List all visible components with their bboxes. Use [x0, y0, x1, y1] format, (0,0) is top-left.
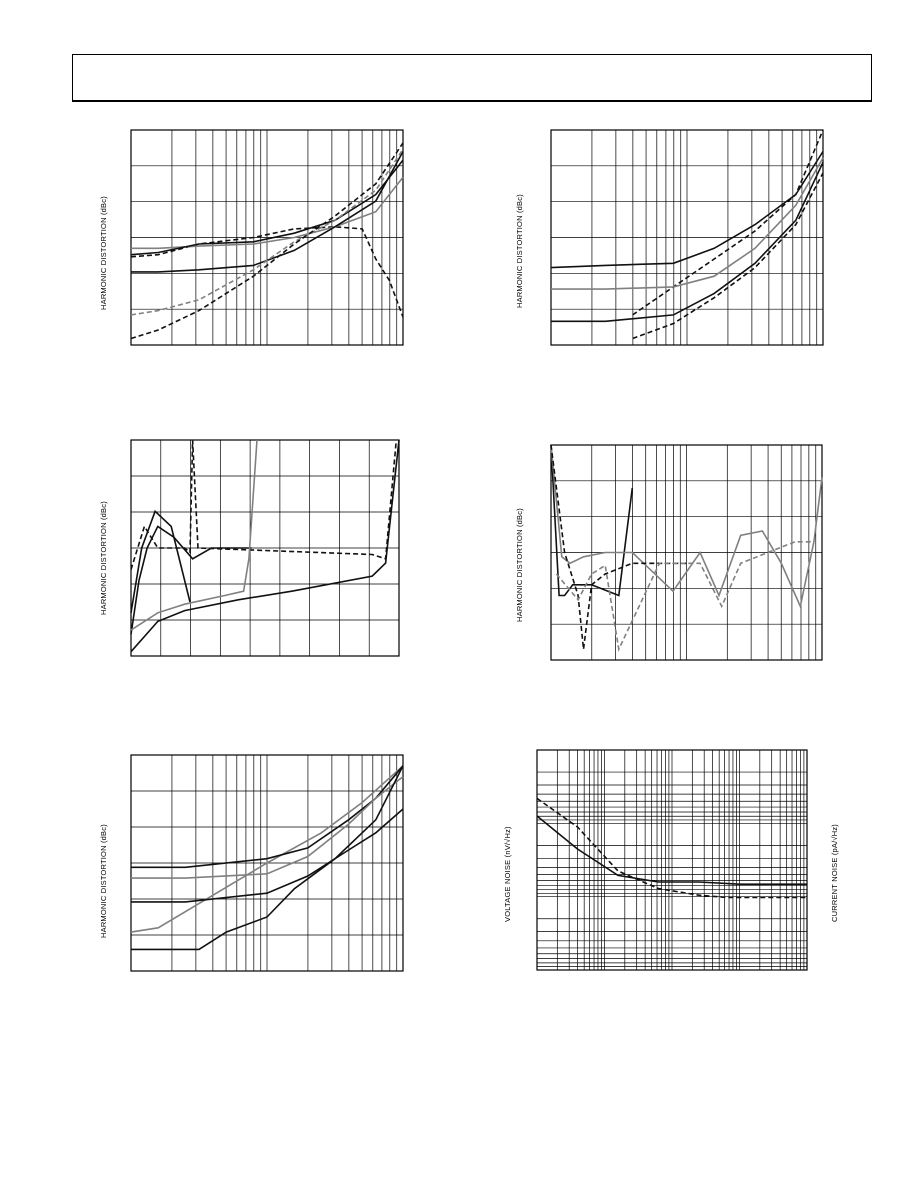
- chart-2: [551, 130, 823, 345]
- chart-3: [131, 440, 399, 656]
- series-line-4: [131, 440, 257, 630]
- chart-1: [131, 130, 403, 345]
- page-header-box: [72, 54, 872, 102]
- series-line-3: [551, 445, 687, 649]
- y-axis-label-4: HARMONIC DISTORTION (dBc): [515, 508, 524, 622]
- y-axis-label-2: HARMONIC DISTORTION (dBc): [515, 194, 524, 308]
- chart-4: [551, 445, 822, 660]
- y-axis-label-3: HARMONIC DISTORTION (dBc): [99, 501, 108, 615]
- chart-6: [537, 750, 807, 970]
- series-line-1: [131, 440, 396, 570]
- y-axis-label-5: HARMONIC DISTORTION (dBc): [99, 824, 108, 938]
- y-axis-label-1: HARMONIC DISTORTION (dBc): [99, 196, 108, 310]
- chart-5: [131, 755, 403, 971]
- y-axis-label-6: VOLTAGE NOISE (nV/√Hz): [503, 826, 512, 922]
- series-line-4: [556, 542, 814, 650]
- y2-axis-label-6: CURRENT NOISE (pA/√Hz): [830, 824, 839, 922]
